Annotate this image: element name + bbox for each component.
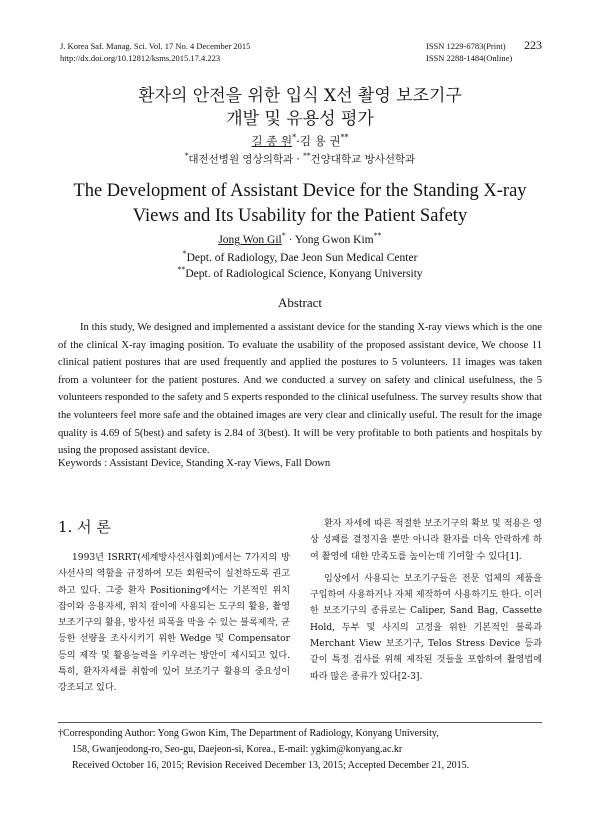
- issn-block: [426, 40, 512, 64]
- korean-affiliation-2: 건양대학교 방사선학과: [310, 153, 416, 166]
- korean-author-1-mark: *: [292, 133, 297, 143]
- korean-title-line1: 환자의 안전을 위한 입식 X선 촬영 보조기구: [138, 86, 462, 106]
- keywords-label: Keywords :: [58, 458, 110, 469]
- english-author-separator: ·: [285, 233, 295, 246]
- right-column-paragraph-1: 환자 자세에 따른 적절한 보조기구의 확보 및 적용은 영상 성패를 결정지을 뿐만 아니라 환자를 더욱 안락하게 하여 촬영에 대한 만족도를 높이는데 기여할 수 있다[1].: [310, 519, 542, 562]
- left-column-paragraph: 1993년 ISRRT(세계방사선사협회)에서는 7가지의 방사선사의 역할을 규정하여 모든 회원국이 실천하도록 권고하고 있다. 그중 환자 Positioning에서는 기본적인 위치 잡이와 응용자세, 위치 잡이에 사용되는 도구의 활용, 촬영보조기구의 활용, 방사선 피폭을 막을 수 있는 블록제작, 균등한 선량을 조사시키기 위한 Wedge 및 Compensator 등의 제작 및 활용능력을 키우려는 방안이 제시되고 있다. 특히, 환자자세를 취함에 있어 보조기구 활용의 중요성이 강조되고 있다.: [58, 553, 290, 694]
- journal-header: [60, 40, 250, 64]
- abstract-body: In this study, We designed and implemented a assistant device for the standing X-ray views which is the one of the clinical X-ray imaging position. To evaluate the usability of the proposed assistant device, We choose 11 clinical patient postures that are used frequently and applied the postures to 5 volunteers. 11 images was taken from a volunteer for the patient postures. And we conducted a survey on safety and clinical usefulness, the 5 volunteers responded to the safety and 5 experts responded to the clinical usefulness. The survey results show that the volunteers feel more safe and the obtained images are very clear and clinically useful. The result for the image quality is 4.69 of 5(best) and safety is 2.84 of 3(best). It will be very profitable to both patients and hospitals by using the proposed assistant device.: [58, 322, 542, 457]
- doi-link[interactable]: http://dx.doi.org/10.12812/ksms.2015.17.4.223: [60, 53, 221, 63]
- english-affiliation-1: Dept. of Radiology, Dae Jeon Sun Medical Center: [186, 251, 418, 264]
- footnote: [58, 726, 558, 774]
- english-affil-2-mark: **: [177, 265, 186, 274]
- english-authors: [0, 231, 600, 246]
- korean-affil-1-mark: *: [184, 151, 189, 160]
- footnote-line-1: [58, 726, 558, 742]
- korean-author-2: 김 용 권: [299, 134, 341, 148]
- english-author-1-mark: *: [281, 231, 286, 240]
- abstract-heading: Abstract: [277, 295, 323, 310]
- english-affiliation-2-line: [0, 265, 600, 280]
- issn-print: ISSN 1229-6783(Print): [426, 41, 506, 51]
- korean-title-line2: 개발 및 유용성 평가: [226, 109, 374, 129]
- keywords-list: Assistant Device, Standing X-ray Views, Fall Down: [109, 458, 331, 469]
- korean-affiliations: [0, 151, 600, 167]
- english-affil-1-mark: *: [182, 249, 187, 258]
- corresponding-author: Corresponding Author: Yong Gwon Kim, The Department of Radiology, Konyang University,: [63, 728, 439, 739]
- korean-author-1: 길 종 원: [251, 134, 293, 148]
- footnote-divider: [58, 722, 542, 723]
- english-affiliation-1-line: [0, 249, 600, 264]
- english-title-line2: Views and Its Usability for the Patient Safety: [132, 206, 468, 226]
- korean-author-2-mark: **: [340, 133, 349, 143]
- keywords-line: [58, 458, 330, 469]
- english-affiliation-2: Dept. of Radiological Science, Konyang University: [185, 267, 423, 280]
- journal-citation: J. Korea Saf. Manag. Sci. Vol. 17 No. 4 December 2015: [60, 41, 251, 51]
- section-heading-introduction: 1. 서 론: [58, 518, 111, 536]
- dagger-mark: †: [58, 728, 63, 739]
- korean-affil-2-mark: **: [303, 151, 311, 160]
- right-column: [310, 516, 542, 691]
- korean-author-separator: ·: [296, 134, 300, 148]
- issn-online: ISSN 2288-1484(Online): [426, 53, 513, 63]
- english-author-2-mark: **: [373, 231, 382, 240]
- english-author-2: Yong Gwon Kim: [294, 233, 374, 246]
- page-number: 223: [524, 38, 542, 52]
- korean-authors: [0, 133, 600, 149]
- english-title-line1: The Development of Assistant Device for the Standing X-ray: [73, 181, 527, 201]
- english-author-1: Jong Won Gil: [218, 233, 282, 246]
- footnote-address: 158, Gwanjeodong-ro, Seo-gu, Daejeon-si, Korea., E-mail: ygkim@konyang.ac.kr: [72, 744, 403, 755]
- right-column-paragraph-2: 임상에서 사용되는 보조기구들은 전문 업체의 제품을 구입하여 사용하거나 자체 제작하여 사용하기도 한다. 이러한 보조기구의 종류로는 Caliper, Sand Bag, Cassette Hold, 두부 및 사지의 고정을 위한 기본적인 블록과 Merchant View 보조기구, Telos Stress Device 등과 같이 특정 검사를 위해 제작된 것들을 포함하여 촬영법에 따라 많은 종류가 있다[2-3].: [310, 573, 542, 682]
- korean-affil-separator: ·: [293, 153, 304, 166]
- received-dates: Received October 16, 2015; Revision Received December 13, 2015; Accepted December 21, 2015.: [72, 760, 470, 771]
- korean-affiliation-1: 대전선병원 영상의학과: [188, 153, 294, 166]
